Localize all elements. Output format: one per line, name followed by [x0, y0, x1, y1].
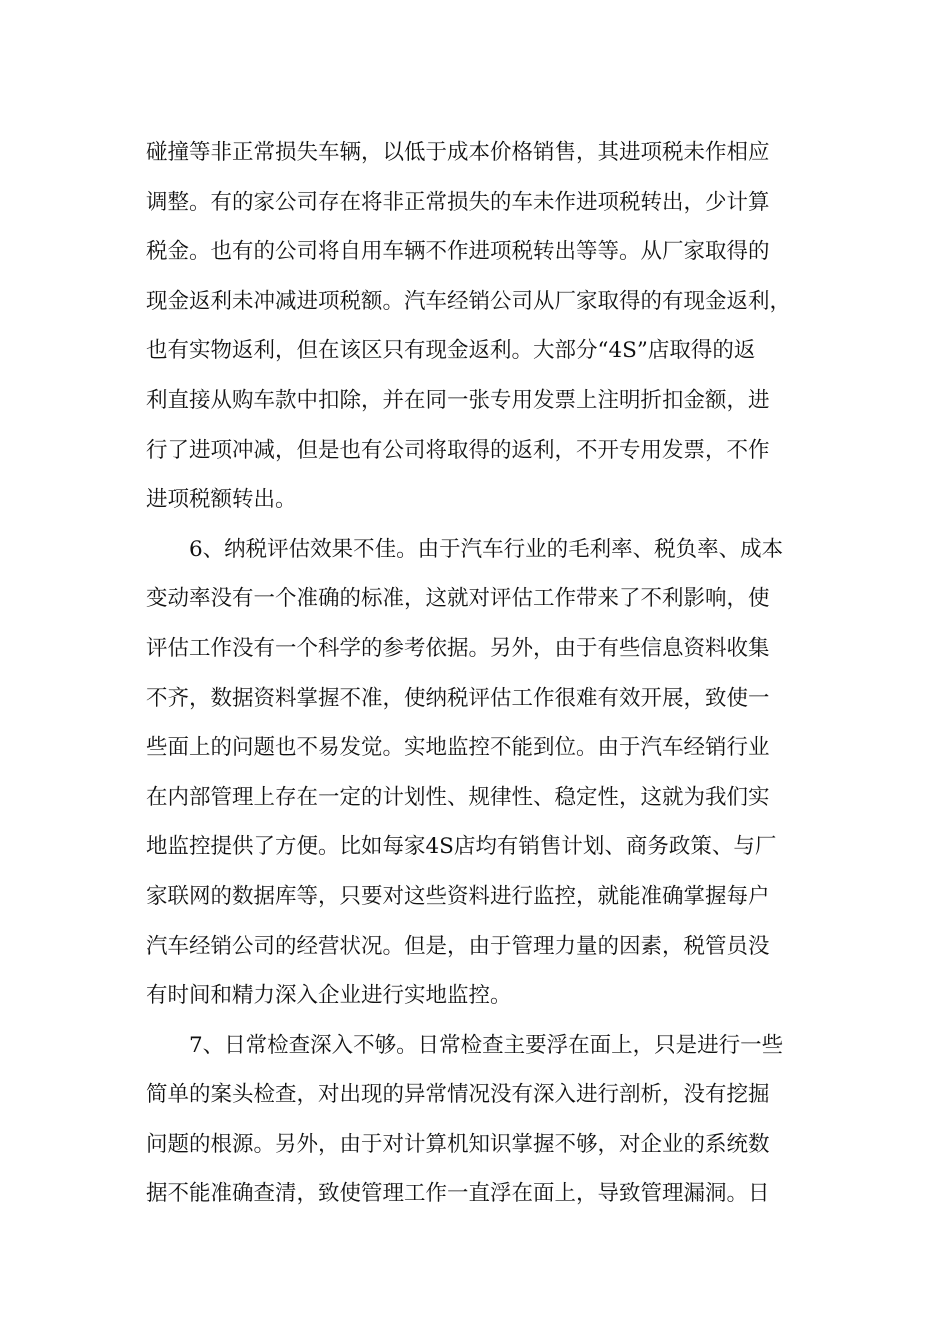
text-line: 进项税额转出。: [146, 487, 297, 513]
text-line: 现金返利未冲减进项税额。汽车经销公司从厂家取得的有现金返利，: [146, 288, 792, 314]
text-line: 调整。有的家公司存在将非正常损失的车未作进项税转出，少计算: [146, 189, 770, 215]
text-line: 变动率没有一个准确的标准，这就对评估工作带来了不利影响，使: [146, 586, 770, 612]
text-line: 地监控提供了方便。比如每家4S店均有销售计划、商务政策、与厂: [146, 834, 777, 860]
text-line: 些面上的问题也不易发觉。实地监控不能到位。由于汽车经销行业: [146, 735, 770, 761]
paragraph-first-line: 6、纳税评估效果不佳。由于汽车行业的毛利率、税负率、成本: [189, 536, 784, 562]
text-line: 在内部管理上存在一定的计划性、规律性、稳定性，这就为我们实: [146, 784, 770, 810]
text-line: 汽车经销公司的经营状况。但是，由于管理力量的因素，税管员没: [146, 933, 770, 959]
text-line: 税金。也有的公司将自用车辆不作进项税转出等等。从厂家取得的: [146, 239, 770, 265]
text-line: 评估工作没有一个科学的参考依据。另外，由于有些信息资料收集: [146, 635, 770, 661]
text-line: 家联网的数据库等，只要对这些资料进行监控，就能准确掌握每户: [146, 883, 770, 909]
text-line: 问题的根源。另外，由于对计算机知识掌握不够，对企业的系统数: [146, 1131, 770, 1157]
text-line: 不齐，数据资料掌握不准，使纳税评估工作很难有效开展，致使一: [146, 685, 770, 711]
text-line: 简单的案头检查，对出现的异常情况没有深入进行剖析，没有挖掘: [146, 1082, 770, 1108]
text-line: 行了进项冲减，但是也有公司将取得的返利，不开专用发票，不作: [146, 437, 770, 463]
text-line: 碰撞等非正常损失车辆，以低于成本价格销售，其进项税未作相应: [146, 140, 770, 165]
text-line: 据不能准确查清，致使管理工作一直浮在面上，导致管理漏洞。日: [146, 1181, 770, 1207]
text-line: 也有实物返利，但在该区只有现金返利。大部分“4S”店取得的返: [146, 338, 756, 364]
paragraph-first-line: 7、日常检查深入不够。日常检查主要浮在面上，只是进行一些: [189, 1032, 784, 1058]
text-line: 利直接从购车款中扣除，并在同一张专用发票上注明折扣金额，进: [146, 387, 770, 413]
text-line: 有时间和精力深入企业进行实地监控。: [146, 983, 512, 1009]
document-body: [146, 128, 806, 1219]
